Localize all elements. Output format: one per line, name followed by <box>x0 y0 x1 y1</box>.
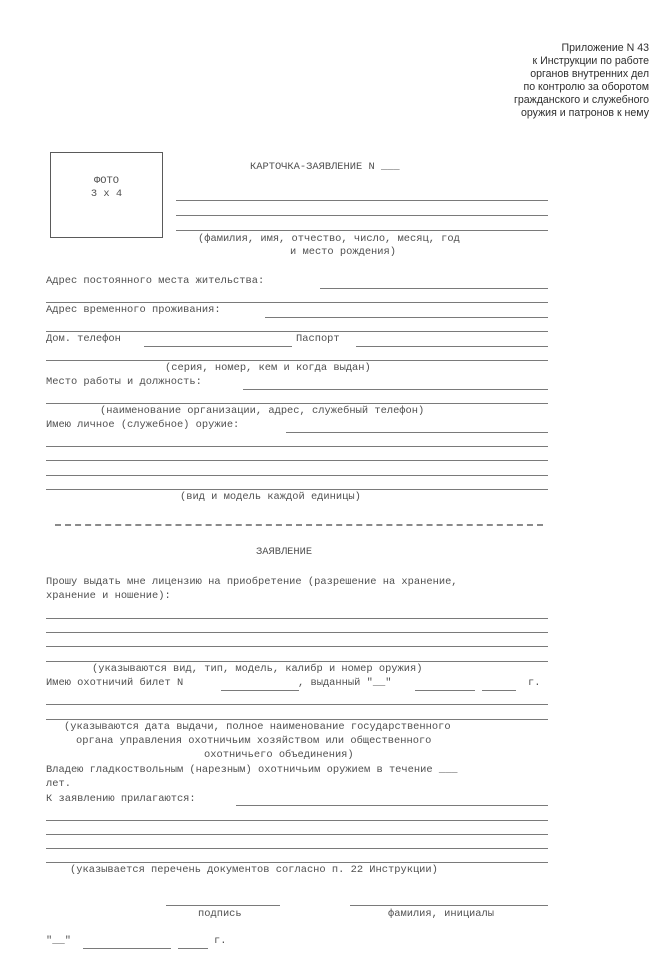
own-weapon-field-4[interactable] <box>46 475 548 476</box>
permanent-address-field[interactable] <box>320 288 548 289</box>
statement-title: ЗАЯВЛЕНИЕ <box>256 546 313 558</box>
name-line-2[interactable] <box>176 215 548 216</box>
appendix-line: к Инструкции по работе <box>532 55 649 68</box>
workplace-field-2[interactable] <box>46 403 548 404</box>
own-weapon-hint: (вид и модель каждой единицы) <box>180 491 361 503</box>
full-name-label: фамилия, инициалы <box>388 908 495 920</box>
issuer-hint-line-3: охотничьего объединения) <box>204 749 354 761</box>
passport-label: Паспорт <box>296 333 340 345</box>
photo-label: ФОТО <box>94 175 119 187</box>
request-line-1: Прошу выдать мне лицензию на приобретение (разрешение на хранение, <box>46 576 458 588</box>
home-phone-field[interactable] <box>144 346 292 347</box>
weapon-hint: (указываются вид, тип, модель, калибр и номер оружия) <box>92 663 423 675</box>
own-weapon-field[interactable] <box>286 432 548 433</box>
hunting-ticket-number-field[interactable] <box>221 690 299 691</box>
name-hint-line-2: и место рождения) <box>290 246 397 258</box>
issuer-hint-line-2: органа управления охотничьим хозяйством или общественного <box>76 735 432 747</box>
attachments-label: К заявлению прилагаются: <box>46 793 196 805</box>
name-line-3[interactable] <box>176 230 548 231</box>
date-year-suffix: г. <box>214 935 227 947</box>
signature-field[interactable] <box>166 905 280 906</box>
attachments-field[interactable] <box>236 805 548 806</box>
attachments-field-2[interactable] <box>46 820 548 821</box>
appendix-line: гражданского и служебного <box>513 94 649 107</box>
issuer-hint-line-1: (указываются дата выдачи, полное наименование государственного <box>64 721 451 733</box>
appendix-header <box>514 42 649 121</box>
photo-size: 3 x 4 <box>90 188 123 200</box>
permanent-address-label: Адрес постоянного места жительства: <box>46 275 265 287</box>
weapon-field-2[interactable] <box>46 632 548 633</box>
signature-label: подпись <box>198 908 242 920</box>
full-name-field[interactable] <box>350 905 548 906</box>
hunting-ticket-issued-label: , выданный "__" <box>298 677 392 689</box>
temporary-address-label: Адрес временного проживания: <box>46 304 221 316</box>
appendix-line: по контролю за оборотом <box>523 81 649 94</box>
name-hint-line-1: (фамилия, имя, отчество, число, месяц, год <box>198 233 460 245</box>
request-line-2: хранение и ношение): <box>46 590 171 602</box>
photo-placeholder <box>50 152 163 238</box>
attachments-field-4[interactable] <box>46 848 548 849</box>
cut-line-divider <box>55 524 543 526</box>
passport-field[interactable] <box>356 346 548 347</box>
appendix-line: Приложение N 43 <box>561 42 649 54</box>
home-phone-label: Дом. телефон <box>46 333 121 345</box>
issuer-field-1[interactable] <box>46 704 548 705</box>
own-weapon-field-3[interactable] <box>46 460 548 461</box>
weapon-field-1[interactable] <box>46 618 548 619</box>
attachments-field-3[interactable] <box>46 834 548 835</box>
workplace-label: Место работы и должность: <box>46 376 202 388</box>
weapon-field-3[interactable] <box>46 646 548 647</box>
date-month-field[interactable] <box>83 948 171 949</box>
appendix-line: оружия и патронов к нему <box>521 107 649 120</box>
issuer-field-2[interactable] <box>46 719 548 720</box>
workplace-hint: (наименование организации, адрес, служебный телефон) <box>100 405 425 417</box>
ownership-line-1: Владею гладкоствольным (нарезным) охотничьим оружием в течение ___ <box>46 764 458 776</box>
hunting-ticket-year-field[interactable] <box>482 690 516 691</box>
date-day-label: "__" <box>46 935 71 947</box>
name-line-1[interactable] <box>176 200 548 201</box>
year-suffix: г. <box>528 677 541 689</box>
passport-field-2[interactable] <box>46 360 548 361</box>
date-year-field[interactable] <box>178 948 208 949</box>
temporary-address-field-2[interactable] <box>46 331 548 332</box>
passport-hint: (серия, номер, кем и когда выдан) <box>165 362 371 374</box>
ownership-line-2: лет. <box>46 778 71 790</box>
own-weapon-label: Имею личное (служебное) оружие: <box>46 419 240 431</box>
card-title: КАРТОЧКА-ЗАЯВЛЕНИЕ N ___ <box>250 161 400 173</box>
own-weapon-field-5[interactable] <box>46 489 548 490</box>
workplace-field[interactable] <box>243 389 548 390</box>
hunting-ticket-label: Имею охотничий билет N <box>46 677 184 689</box>
weapon-field-4[interactable] <box>46 661 548 662</box>
hunting-ticket-month-field[interactable] <box>415 690 475 691</box>
attachments-hint: (указывается перечень документов согласно п. 22 Инструкции) <box>70 864 438 876</box>
temporary-address-field[interactable] <box>265 317 548 318</box>
permanent-address-field-2[interactable] <box>46 302 548 303</box>
attachments-field-5[interactable] <box>46 862 548 863</box>
appendix-line: органов внутренних дел <box>530 68 649 81</box>
own-weapon-field-2[interactable] <box>46 446 548 447</box>
